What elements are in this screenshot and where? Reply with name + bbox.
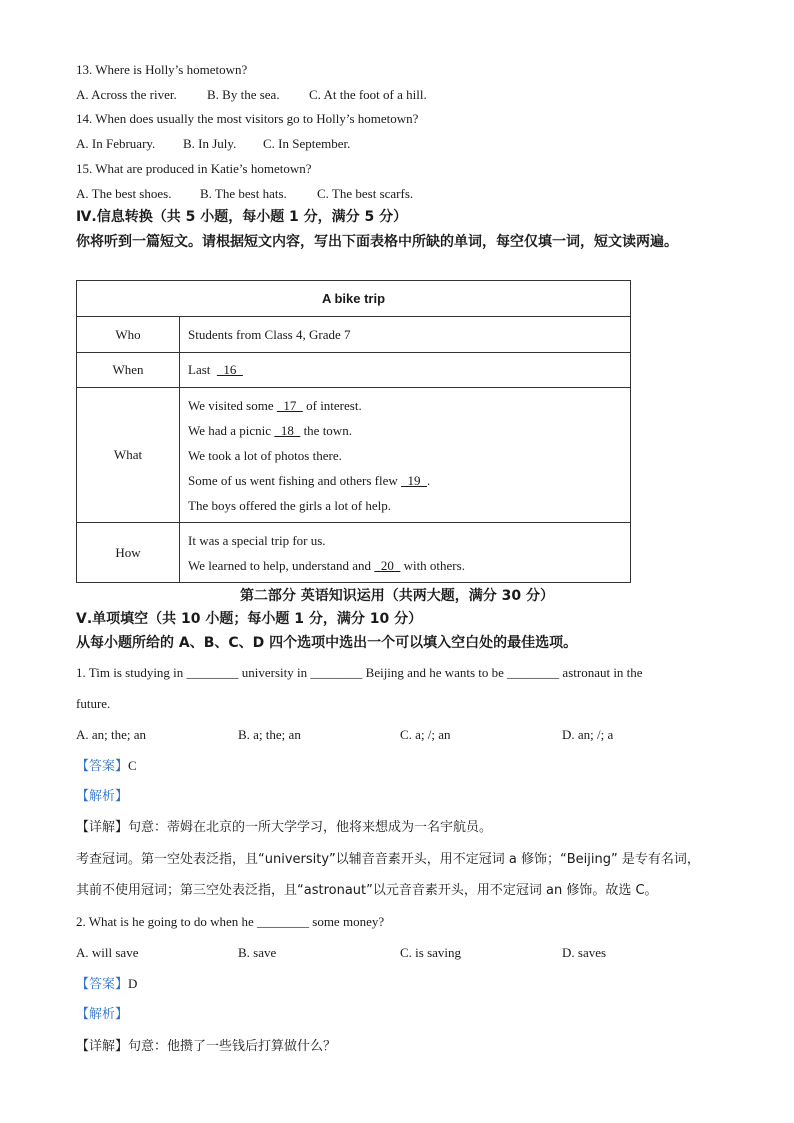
row-label-what: What: [77, 388, 180, 523]
answer-value: C: [128, 758, 137, 773]
question-13-options: [76, 87, 427, 103]
question-13: 13. Where is Holly’s hometown?: [76, 62, 248, 77]
question-14: 14. When does usually the most visitors go to Holly’s hometown?: [76, 111, 419, 126]
question-1-line-1: 1. Tim is studying in ________ university in ________ Beijing and he wants to be ________ astronaut in the: [76, 665, 643, 680]
table-title: A bike trip: [77, 281, 631, 317]
section-4-heading: Ⅳ.信息转换（共 5 小题，每小题 1 分，满分 5 分）: [76, 209, 408, 225]
answer-label: 【答案】: [76, 977, 129, 992]
blank-19: 19: [401, 472, 428, 488]
blank-17: 17: [276, 397, 303, 413]
option-b: B. The best hats.: [200, 186, 287, 201]
row-value-who: Students from Class 4, Grade 7: [180, 317, 631, 353]
question-2: 2. What is he going to do when he ________ some money?: [76, 914, 385, 929]
blank-20: 20: [374, 557, 401, 573]
q1-option-b: B. a; the; an: [238, 727, 301, 742]
answer-label: 【答案】: [76, 759, 129, 774]
row-label-when: When: [77, 353, 180, 388]
question-15: 15. What are produced in Katie’s hometown?: [76, 161, 312, 176]
row-label-who: Who: [77, 317, 180, 353]
option-b: B. In July.: [183, 136, 237, 151]
q1-detail: 【详解】句意：蒂姆在北京的一所大学学习，他将来想成为一名宇航员。: [76, 820, 493, 835]
row-value-when: [180, 353, 631, 388]
row-value-what: [180, 388, 631, 523]
q2-option-c: C. is saving: [400, 945, 462, 960]
part-2-title: 第二部分 英语知识运用（共两大题，满分 30 分）: [239, 588, 555, 604]
q1-option-d: D. an; /; a: [562, 727, 614, 742]
info-table: [76, 280, 631, 583]
how-line: We learned to help, understand and 20 with others.: [188, 557, 465, 573]
section-5-heading: Ⅴ.单项填空（共 10 小题；每小题 1 分，满分 10 分）: [76, 611, 423, 627]
option-a: A. Across the river.: [76, 87, 177, 102]
when-prefix: Last: [188, 362, 211, 377]
q2-option-d: D. saves: [562, 945, 607, 960]
q2-analysis-label: 【解析】: [76, 1007, 129, 1022]
q1-explain-line-2: 其前不使用冠词；第三空处表泛指，且“astronaut”以元音音素开头，用不定冠词 an 修饰。故选 C。: [76, 883, 658, 898]
option-b: B. By the sea.: [207, 87, 280, 102]
blank-18: 18: [274, 422, 301, 438]
what-line: Some of us went fishing and others flew 19 .: [188, 472, 431, 488]
row-value-how: [180, 523, 631, 583]
what-line: We had a picnic 18 the town.: [188, 422, 352, 438]
option-a: A. In February.: [76, 136, 156, 151]
what-line: We took a lot of photos there.: [188, 447, 342, 463]
what-line: We visited some 17 of interest.: [188, 397, 362, 413]
q1-option-c: C. a; /; an: [400, 727, 451, 742]
q1-explain-line-1: 考查冠词。第一空处表泛指，且“university”以辅音音素开头，用不定冠词 a 修饰；“Beijing” 是专有名词，: [76, 852, 700, 867]
option-c: C. The best scarfs.: [317, 186, 414, 201]
q1-option-a: A. an; the; an: [76, 727, 147, 742]
option-a: A. The best shoes.: [76, 186, 172, 201]
blank-16: 16: [216, 362, 243, 377]
q1-analysis-label: 【解析】: [76, 789, 129, 804]
section-5-instruction: 从每小题所给的 A、B、C、D 四个选项中选出一个可以填入空白处的最佳选项。: [76, 635, 578, 651]
question-15-options: [76, 186, 413, 202]
q2-option-a: A. will save: [76, 945, 139, 960]
option-c: C. In September.: [263, 136, 351, 151]
question-14-options: [76, 136, 350, 152]
section-4-instruction: 你将听到一篇短文。请根据短文内容，写出下面表格中所缺的单词，每空仅填一词，短文读两遍。: [76, 234, 678, 250]
what-line: The boys offered the girls a lot of help.: [188, 497, 392, 513]
q1-answer: [76, 758, 137, 775]
answer-value: D: [128, 976, 138, 991]
how-line: It was a special trip for us.: [188, 532, 326, 548]
row-label-how: How: [77, 523, 180, 583]
q2-detail: 【详解】句意：他攒了一些钱后打算做什么？: [76, 1039, 337, 1054]
question-1-line-2: future.: [76, 696, 111, 711]
q2-option-b: B. save: [238, 945, 277, 960]
option-c: C. At the foot of a hill.: [309, 87, 427, 102]
q2-answer: [76, 976, 137, 993]
